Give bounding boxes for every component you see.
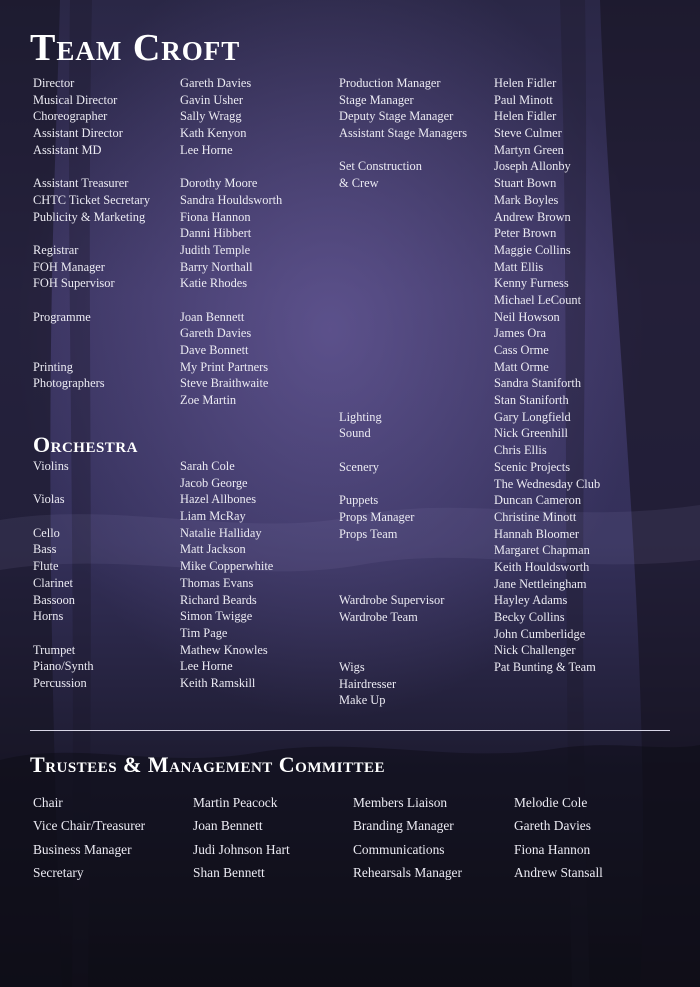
- credit-line: Assistant MD: [33, 142, 102, 157]
- credit-line: Registrar: [33, 242, 79, 257]
- credit-line: Martin Peacock: [193, 795, 278, 810]
- credit-line: Maggie Collins: [494, 242, 571, 257]
- credit-line: Chair: [33, 795, 63, 810]
- credit-line: CHTC Ticket Secretary: [33, 192, 151, 207]
- credit-line: Programme: [33, 309, 91, 324]
- credit-line: Gary Longfield: [494, 409, 571, 424]
- credit-line: Neil Howson: [494, 309, 560, 324]
- credit-line: [180, 158, 282, 175]
- credit-line: [339, 542, 467, 559]
- credit-line: FOH Supervisor: [33, 276, 115, 291]
- credit-line: Natalie Halliday: [180, 525, 262, 540]
- credit-line: Stuart Bown: [494, 176, 557, 191]
- orchestra-players-column: [180, 458, 273, 692]
- credit-line: Sound: [339, 426, 371, 441]
- credit-line: The Wednesday Club: [494, 476, 601, 491]
- credit-line: Fiona Hannon: [180, 209, 251, 224]
- credit-line: Director: [33, 76, 75, 90]
- credit-line: Vice Chair/Treasurer: [33, 818, 146, 834]
- credit-line: Wigs: [339, 660, 365, 675]
- credit-line: Mark Boyles: [494, 192, 559, 207]
- credit-line: [339, 442, 467, 459]
- credit-line: Helen Fidler: [494, 109, 557, 124]
- credit-line: [33, 342, 150, 359]
- names-column-left: [180, 75, 282, 409]
- credit-line: Wardrobe Supervisor: [339, 593, 445, 608]
- trustees-title: Trustees & Management Committee: [30, 752, 386, 777]
- credit-line: Nick Challenger: [494, 643, 576, 658]
- roles-column-right: [339, 75, 467, 709]
- credit-line: Musical Director: [33, 92, 118, 107]
- credit-line: [339, 259, 467, 276]
- trustee-names-right: [514, 791, 603, 884]
- credit-line: James Ora: [494, 326, 546, 341]
- credit-line: Production Manager: [339, 76, 441, 90]
- credit-line: [339, 209, 467, 226]
- credit-line: Thomas Evans: [180, 575, 254, 590]
- credit-line: Andrew Brown: [494, 209, 571, 224]
- credit-line: Tim Page: [180, 625, 228, 640]
- credit-line: Scenic Projects: [494, 459, 571, 474]
- credit-line: Puppets: [339, 493, 379, 508]
- credit-line: Sandra Houldsworth: [180, 192, 283, 207]
- credit-line: Margaret Chapman: [494, 543, 590, 558]
- credit-line: Joseph Allonby: [494, 159, 571, 174]
- roles-column-left: [33, 75, 150, 392]
- credit-line: [339, 225, 467, 242]
- credit-line: Hayley Adams: [494, 593, 568, 608]
- names-column-right: [494, 75, 600, 676]
- credit-line: [339, 242, 467, 259]
- credit-line: [339, 275, 467, 292]
- credit-line: Lighting: [339, 409, 382, 424]
- trustee-roles-left: [33, 791, 145, 884]
- credit-line: [33, 225, 150, 242]
- credit-line: & Crew: [339, 176, 379, 191]
- credit-line: [339, 375, 467, 392]
- credit-line: [339, 642, 467, 659]
- credit-line: Gareth Davies: [180, 76, 252, 90]
- credit-line: [33, 625, 94, 642]
- credit-line: [339, 359, 467, 376]
- credit-line: Mike Copperwhite: [180, 559, 274, 574]
- credit-line: Judi Johnson Hart: [193, 841, 290, 857]
- credit-line: Melodie Cole: [514, 795, 588, 810]
- credit-line: Simon Twigge: [180, 609, 253, 624]
- credit-line: Lee Horne: [180, 142, 233, 157]
- credit-line: [339, 559, 467, 576]
- credit-line: Photographers: [33, 376, 105, 391]
- credit-line: Scenery: [339, 459, 379, 474]
- credit-line: Lee Horne: [180, 659, 233, 674]
- credit-line: Zoe Martin: [180, 393, 237, 408]
- credit-line: Dave Bonnett: [180, 343, 249, 357]
- credit-line: [339, 192, 467, 209]
- credit-line: Secretary: [33, 864, 84, 880]
- credit-line: [33, 158, 150, 175]
- credit-line: Bass: [33, 542, 57, 557]
- credit-line: Helen Fidler: [494, 76, 557, 90]
- credit-line: Judith Temple: [180, 242, 251, 257]
- credit-line: [339, 309, 467, 326]
- credit-line: Katie Rhodes: [180, 276, 248, 291]
- credit-line: Steve Braithwaite: [180, 376, 269, 391]
- credit-line: Sally Wragg: [180, 109, 242, 124]
- credit-line: [339, 626, 467, 643]
- trustee-roles-right: [353, 791, 462, 884]
- credit-line: Hairdresser: [339, 676, 397, 691]
- credit-line: Publicity & Marketing: [33, 209, 146, 224]
- credit-line: Kenny Furness: [494, 276, 569, 291]
- credit-line: Wardrobe Team: [339, 610, 418, 624]
- credit-line: Members Liaison: [353, 795, 448, 810]
- credit-line: Sarah Cole: [180, 459, 235, 473]
- credit-line: John Cumberlidge: [494, 626, 586, 641]
- credit-line: Jacob George: [180, 475, 248, 490]
- credit-line: Shan Bennett: [193, 864, 265, 880]
- credit-line: Cass Orme: [494, 343, 549, 357]
- credit-line: Jane Nettleingham: [494, 576, 587, 591]
- credit-line: Dorothy Moore: [180, 176, 258, 191]
- credit-line: Horns: [33, 609, 64, 624]
- credit-line: Make Up: [339, 693, 386, 708]
- credit-line: Cello: [33, 525, 60, 540]
- credit-line: Michael LeCount: [494, 292, 582, 307]
- credit-line: Matt Ellis: [494, 259, 544, 274]
- credit-line: Gareth Davies: [514, 818, 591, 834]
- credit-line: Kath Kenyon: [180, 126, 247, 141]
- credit-line: Assistant Stage Managers: [339, 126, 468, 141]
- credit-line: Deputy Stage Manager: [339, 109, 454, 124]
- orchestra-instruments-column: [33, 458, 94, 692]
- credit-line: [339, 142, 467, 159]
- credit-line: Mathew Knowles: [180, 642, 268, 657]
- credit-line: My Print Partners: [180, 359, 269, 374]
- credit-line: Business Manager: [33, 841, 132, 857]
- credit-line: Branding Manager: [353, 818, 454, 834]
- credit-line: Piano/Synth: [33, 659, 94, 674]
- credit-line: Peter Brown: [494, 226, 557, 241]
- credit-line: [339, 476, 467, 493]
- credit-line: [339, 576, 467, 593]
- trustee-names-left: [193, 791, 290, 884]
- orchestra-title: Orchestra: [33, 432, 138, 457]
- credit-line: Assistant Treasurer: [33, 176, 129, 191]
- credit-line: Communications: [353, 841, 445, 857]
- credit-line: Set Construction: [339, 159, 422, 174]
- credit-line: [339, 292, 467, 309]
- credit-line: [339, 325, 467, 342]
- credit-line: Chris Ellis: [494, 443, 547, 458]
- credit-line: Andrew Stansall: [514, 864, 603, 880]
- credit-line: Becky Collins: [494, 610, 565, 624]
- credit-line: Trumpet: [33, 642, 76, 657]
- team-title: Team Croft: [30, 27, 241, 69]
- credit-line: [180, 292, 282, 309]
- credit-line: Hazel Allbones: [180, 492, 257, 507]
- credit-line: Props Team: [339, 526, 398, 541]
- credit-line: Barry Northall: [180, 259, 253, 274]
- credit-line: [33, 475, 94, 492]
- credit-line: Joan Bennett: [193, 818, 263, 834]
- credit-line: Rehearsals Manager: [353, 864, 462, 880]
- credit-line: Fiona Hannon: [514, 841, 591, 857]
- credit-line: Richard Beards: [180, 592, 257, 607]
- credit-line: Steve Culmer: [494, 126, 562, 141]
- credit-line: [33, 292, 150, 309]
- credit-line: Bassoon: [33, 592, 75, 607]
- credit-line: Assistant Director: [33, 126, 123, 141]
- credit-line: Duncan Cameron: [494, 493, 582, 508]
- credit-line: Liam McRay: [180, 509, 246, 524]
- credit-line: Clarinet: [33, 575, 73, 590]
- credit-line: Matt Orme: [494, 359, 549, 374]
- credit-line: FOH Manager: [33, 259, 105, 274]
- credit-line: Stage Manager: [339, 92, 414, 107]
- credit-line: Violins: [33, 459, 69, 473]
- credit-line: Printing: [33, 359, 73, 374]
- credit-line: Gavin Usher: [180, 92, 243, 107]
- credit-line: Paul Minott: [494, 92, 553, 107]
- credit-line: Violas: [33, 492, 65, 507]
- credit-line: Keith Ramskill: [180, 675, 256, 690]
- credit-line: Hannah Bloomer: [494, 526, 579, 541]
- credit-line: [339, 392, 467, 409]
- credit-line: Danni Hibbert: [180, 226, 252, 241]
- credit-line: Sandra Staniforth: [494, 376, 582, 391]
- credit-line: Matt Jackson: [180, 542, 246, 557]
- credit-line: Christine Minott: [494, 509, 577, 524]
- credit-line: Stan Staniforth: [494, 393, 569, 408]
- credit-line: Pat Bunting & Team: [494, 660, 596, 675]
- credit-line: Gareth Davies: [180, 326, 252, 341]
- credit-line: Props Manager: [339, 509, 415, 524]
- credit-line: [339, 342, 467, 359]
- credit-line: Joan Bennett: [180, 309, 245, 324]
- credit-line: [33, 508, 94, 525]
- credit-line: Martyn Green: [494, 142, 564, 157]
- credit-line: Nick Greenhill: [494, 426, 568, 441]
- credit-line: Flute: [33, 559, 59, 574]
- credit-line: [33, 325, 150, 342]
- credit-line: Choreographer: [33, 109, 108, 124]
- section-divider: [30, 730, 670, 731]
- credit-line: Keith Houldsworth: [494, 559, 590, 574]
- credit-line: Percussion: [33, 675, 87, 690]
